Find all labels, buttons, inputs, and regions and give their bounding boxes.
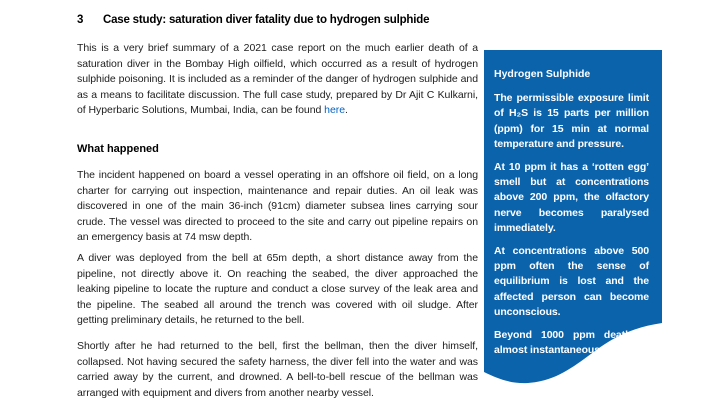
intro-paragraph <box>77 41 478 119</box>
intro-text-end: . <box>345 104 348 117</box>
callout-para-death: Beyond 1000 ppm death is almost instantaneous. <box>494 328 649 357</box>
what-happened-heading: What happened <box>77 143 159 155</box>
collapse-rescue-paragraph: Shortly after he had returned to the bell, first the bellman, then the diver himself, collapsed. Not having secured the safety harness, the diver fell into the water and was carried away by the current, and drowned. A bell-to-bell rescue of the bellman was arranged with equipment and divers from another nearby vessel. <box>77 340 478 399</box>
intro-text: This is a very brief summary of a 2021 case report on the much earlier death of a saturation diver in the Bombay High oilfield, which occurred as a result of hydrogen sulphide poisoning. It is included as a reminder of the danger of hydrogen sulphide and as a means to facilitate discussion. The full case study, prepared by Dr Ajit C Kulkarni, of Hyperbaric Solutions, Mumbai, India, can be found <box>77 42 478 117</box>
section-title: Case study: saturation diver fatality due to hydrogen sulphide <box>103 14 430 26</box>
callout-para-equilibrium: At concentrations above 500 ppm often the sense of equilibrium is lost and the affected person can become unconscious. <box>494 244 649 319</box>
diver-deployment-paragraph: A diver was deployed from the bell at 65m depth, a short distance away from the pipeline, not directly above it. On reaching the seabed, the diver approached the leaking pipeline to locate the rupture and conduct a close survey of the leak area and the pipeline. The seabed all around the trench was covered with oil sludge. After getting preliminary details, he returned to the bell. <box>77 252 478 327</box>
callout-heading: Hydrogen Sulphide <box>494 68 591 80</box>
callout-para-smell-olfactory: At 10 ppm it has a ‘rotten egg’ smell but at concentrations above 200 ppm, the olfactory nerve becomes paralysed immediately. <box>494 160 649 235</box>
section-heading <box>77 12 478 29</box>
incident-paragraph: The incident happened on board a vessel operating in an offshore oil field, on a long charter for carrying out inspection, maintenance and repair duties. An oil leak was discovered in one of the main 36-inch (91cm) diameter subsea lines carrying sour crude. The vessel was directed to proceed to the site and carry out pipeline repairs on an emergency basis at 74 msw depth. <box>77 169 478 244</box>
hydrogen-sulphide-callout <box>484 50 662 385</box>
section-number: 3 <box>77 14 84 26</box>
callout-content <box>484 50 662 366</box>
callout-para-exposure-limit: The permissible exposure limit of H₂S is 15 parts per million (ppm) for 15 min at normal temperature and pressure. <box>494 92 649 151</box>
case-study-link[interactable]: here <box>324 104 345 117</box>
